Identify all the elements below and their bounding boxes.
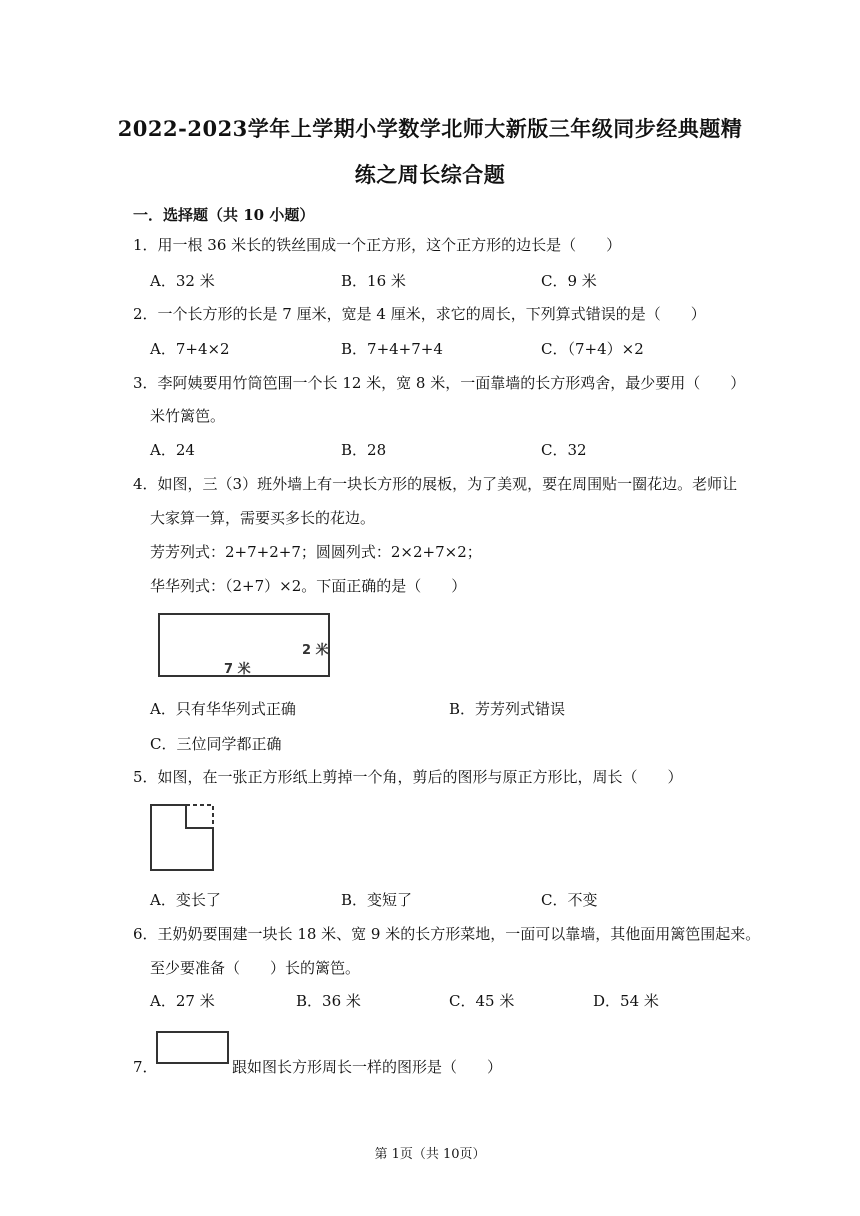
question-4-stem-line3: 芳芳列式：2+7+2+7；圆圆列式：2×2+7×2； bbox=[150, 543, 482, 561]
question-5-option-b: B．变短了 bbox=[341, 891, 413, 909]
question-6-option-c: C．45 米 bbox=[449, 992, 515, 1010]
question-5-option-a: A．变长了 bbox=[150, 891, 221, 909]
question-1-option-b: B．16 米 bbox=[341, 272, 406, 290]
question-6-option-b: B．36 米 bbox=[296, 992, 361, 1010]
document-title-line2: 练之周长综合题 bbox=[354, 162, 506, 187]
question-6-stem-line1: 6．王奶奶要围建一块长 18 米、宽 9 米的长方形菜地，一面可以靠墙，其他面用篱笆围起来。 bbox=[133, 925, 761, 943]
question-4-option-a: A．只有华华列式正确 bbox=[150, 700, 296, 718]
question-1-option-c: C．9 米 bbox=[541, 272, 597, 290]
question-1-option-a: A．32 米 bbox=[150, 272, 215, 290]
question-2-option-b: B．7+4+7+4 bbox=[341, 340, 443, 358]
question-7-number: 7． bbox=[133, 1058, 158, 1076]
question-1-stem: 1．用一根 36 米长的铁丝围成一个正方形，这个正方形的边长是（ ） bbox=[133, 236, 622, 254]
question-3-stem-line2: 米竹篱笆。 bbox=[150, 407, 226, 425]
page-footer: 第 1页（共 10页） bbox=[374, 1147, 486, 1162]
section-heading: 一．选择题（共 10 小题） bbox=[133, 206, 315, 224]
question-3-option-a: A．24 bbox=[150, 441, 195, 459]
removed-corner-dashed bbox=[186, 805, 213, 828]
question-6-option-d: D．54 米 bbox=[593, 992, 659, 1010]
width-label: 2 米 bbox=[302, 643, 329, 658]
question-7-rectangle-figure bbox=[156, 1031, 230, 1065]
length-label: 7 米 bbox=[224, 662, 251, 677]
question-2-option-a: A．7+4×2 bbox=[150, 340, 230, 358]
question-3-stem-line1: 3．李阿姨要用竹筒笆围一个长 12 米，宽 8 米，一面靠墙的长方形鸡舍，最少要用（ ） bbox=[133, 374, 746, 392]
document-title-line1: 2022-2023学年上学期小学数学北师大新版三年级同步经典题精 bbox=[117, 116, 743, 141]
small-rectangle bbox=[157, 1032, 228, 1063]
question-6-option-a: A．27 米 bbox=[150, 992, 215, 1010]
question-4-option-b: B．芳芳列式错误 bbox=[449, 700, 566, 718]
question-3-option-c: C．32 bbox=[541, 441, 587, 459]
question-5-option-c: C．不变 bbox=[541, 891, 598, 909]
question-5-cut-square-figure bbox=[150, 804, 216, 872]
question-4-stem-line4: 华华列式：（2+7）×2。下面正确的是（ ） bbox=[150, 577, 467, 595]
question-2-option-c: C．（7+4）×2 bbox=[541, 340, 644, 358]
question-2-stem: 2．一个长方形的长是 7 厘米，宽是 4 厘米，求它的周长，下列算式错误的是（ ） bbox=[133, 305, 706, 323]
question-6-stem-line2: 至少要准备（ ）长的篱笆。 bbox=[150, 959, 361, 977]
question-5-stem: 5．如图，在一张正方形纸上剪掉一个角，剪后的图形与原正方形比，周长（ ） bbox=[133, 768, 683, 786]
question-4-stem-line2: 大家算一算，需要买多长的花边。 bbox=[150, 509, 376, 527]
question-4-option-c: C．三位同学都正确 bbox=[150, 735, 282, 753]
question-4-stem-line1: 4．如图，三（3）班外墙上有一块长方形的展板，为了美观，要在周围贴一圈花边。老师让 bbox=[133, 475, 738, 493]
question-7-stem: 跟如图长方形周长一样的图形是（ ） bbox=[232, 1058, 503, 1076]
cut-square-outline bbox=[151, 805, 213, 870]
question-3-option-b: B．28 bbox=[341, 441, 387, 459]
question-4-rectangle-figure bbox=[158, 613, 333, 678]
